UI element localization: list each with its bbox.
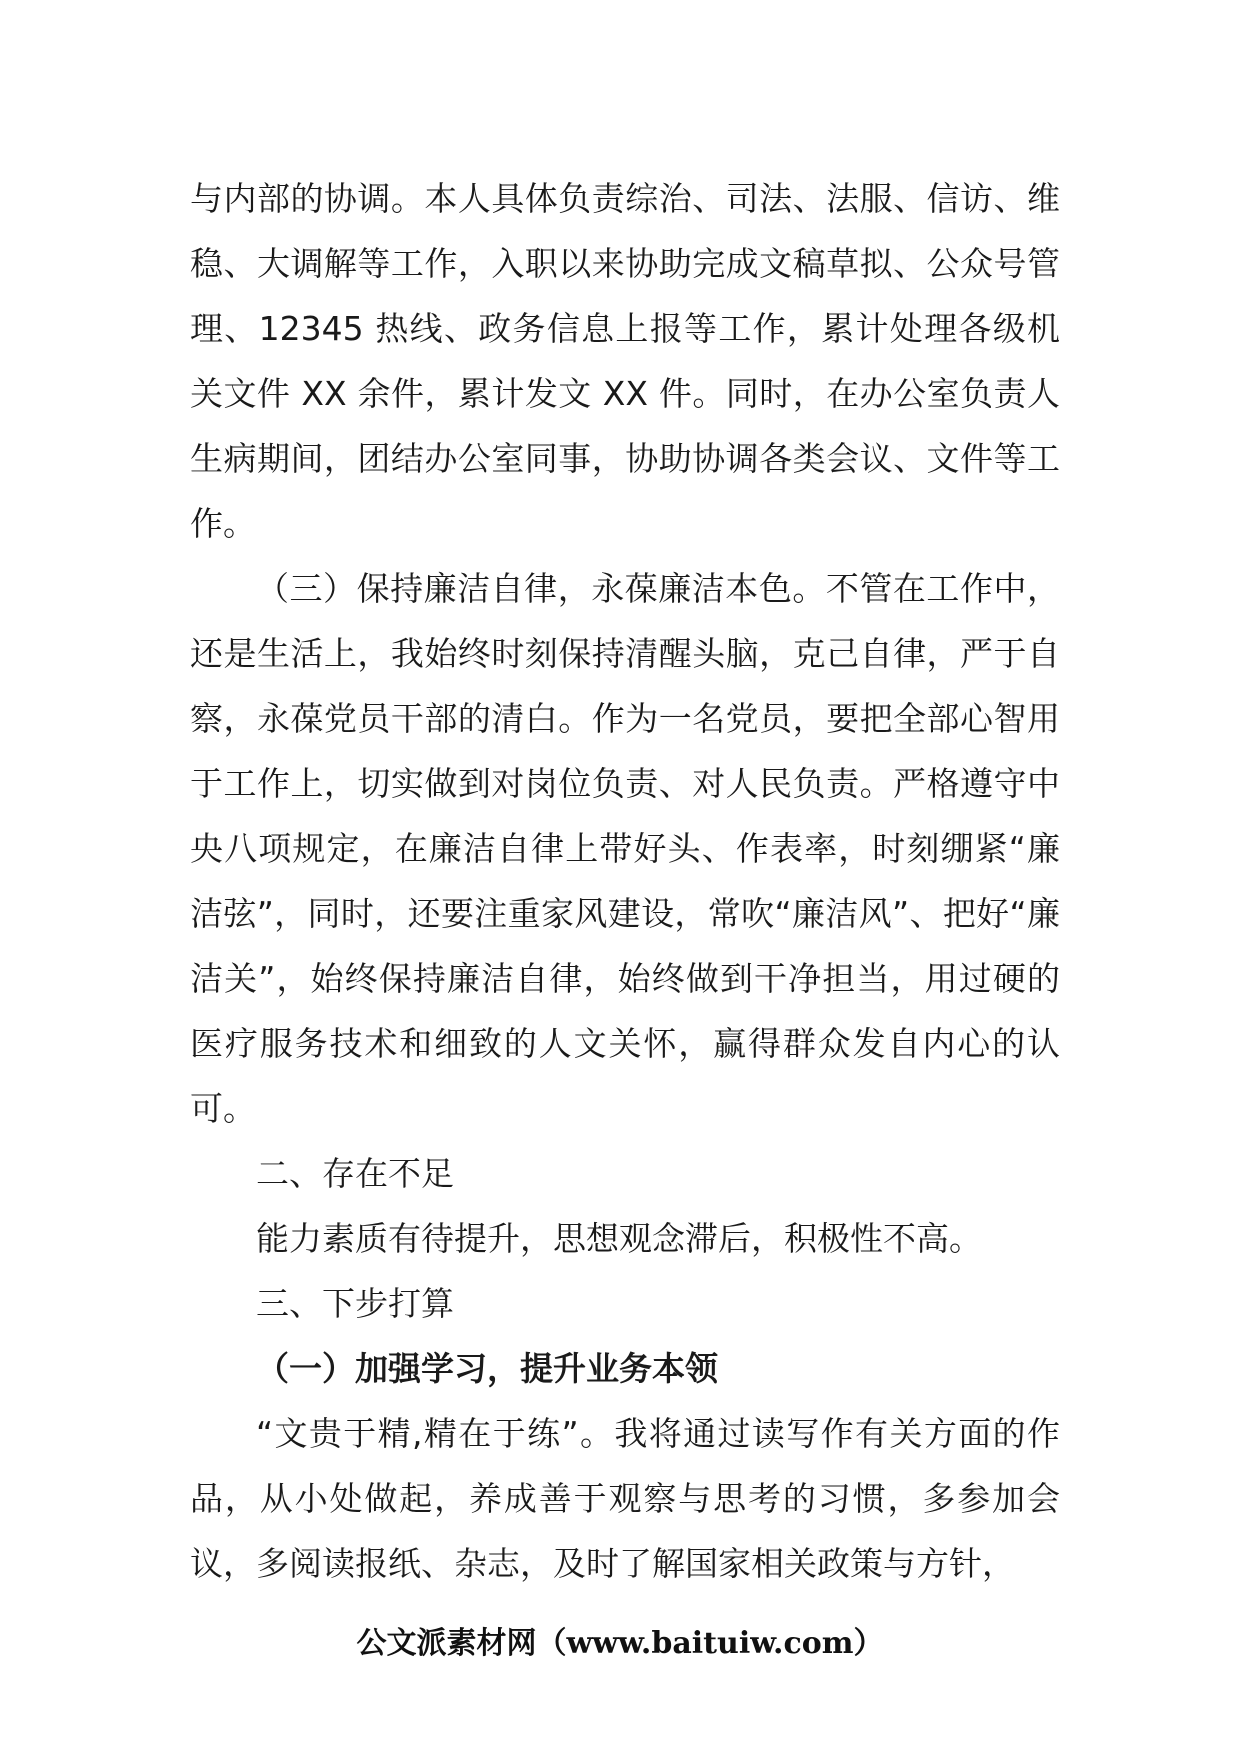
paragraph-work-duties: 与内部的协调。本人具体负责综治、司法、法服、信访、维稳、大调解等工作，入职以来协助完成文稿草拟、公众号管理、12345 热线、政务信息上报等工作，累计处理各级机关文件 XX 余件，累计发文 XX 件。同时，在办公室负责人生病期间，团结办公室同事，协助协调各类会议、文件等工作。: [190, 179, 1060, 543]
document-body: [190, 166, 1060, 1596]
heading-shortcomings: 二、存在不足: [256, 1154, 454, 1193]
paragraph-shortcomings: 能力素质有待提升，思想观念滞后，积极性不高。: [256, 1219, 982, 1258]
paragraph-learning: “文贵于精,精在于练”。我将通过读写作有关方面的作品，从小处做起，养成善于观察与思考的习惯，多参加会议，多阅读报纸、杂志，及时了解国家相关政策与方针，: [190, 1414, 1060, 1583]
heading-next-plans: 三、下步打算: [256, 1284, 454, 1323]
subheading-strengthen-learning: （一）加强学习，提升业务本领: [256, 1349, 718, 1388]
paragraph-integrity: （三）保持廉洁自律，永葆廉洁本色。不管在工作中，还是生活上，我始终时刻保持清醒头脑，克己自律，严于自察，永葆党员干部的清白。作为一名党员，要把全部心智用于工作上，切实做到对岗位负责、对人民负责。严格遵守中央八项规定，在廉洁自律上带好头、作表率，时刻绷紧“廉洁弦”，同时，还要注重家风建设，常吹“廉洁风”、把好“廉洁关”，始终保持廉洁自律，始终做到干净担当，用过硬的医疗服务技术和细致的人文关怀，赢得群众发自内心的认可。: [190, 569, 1060, 1128]
page-footer: 公文派素材网（www.baituiw.com）: [356, 1626, 884, 1661]
